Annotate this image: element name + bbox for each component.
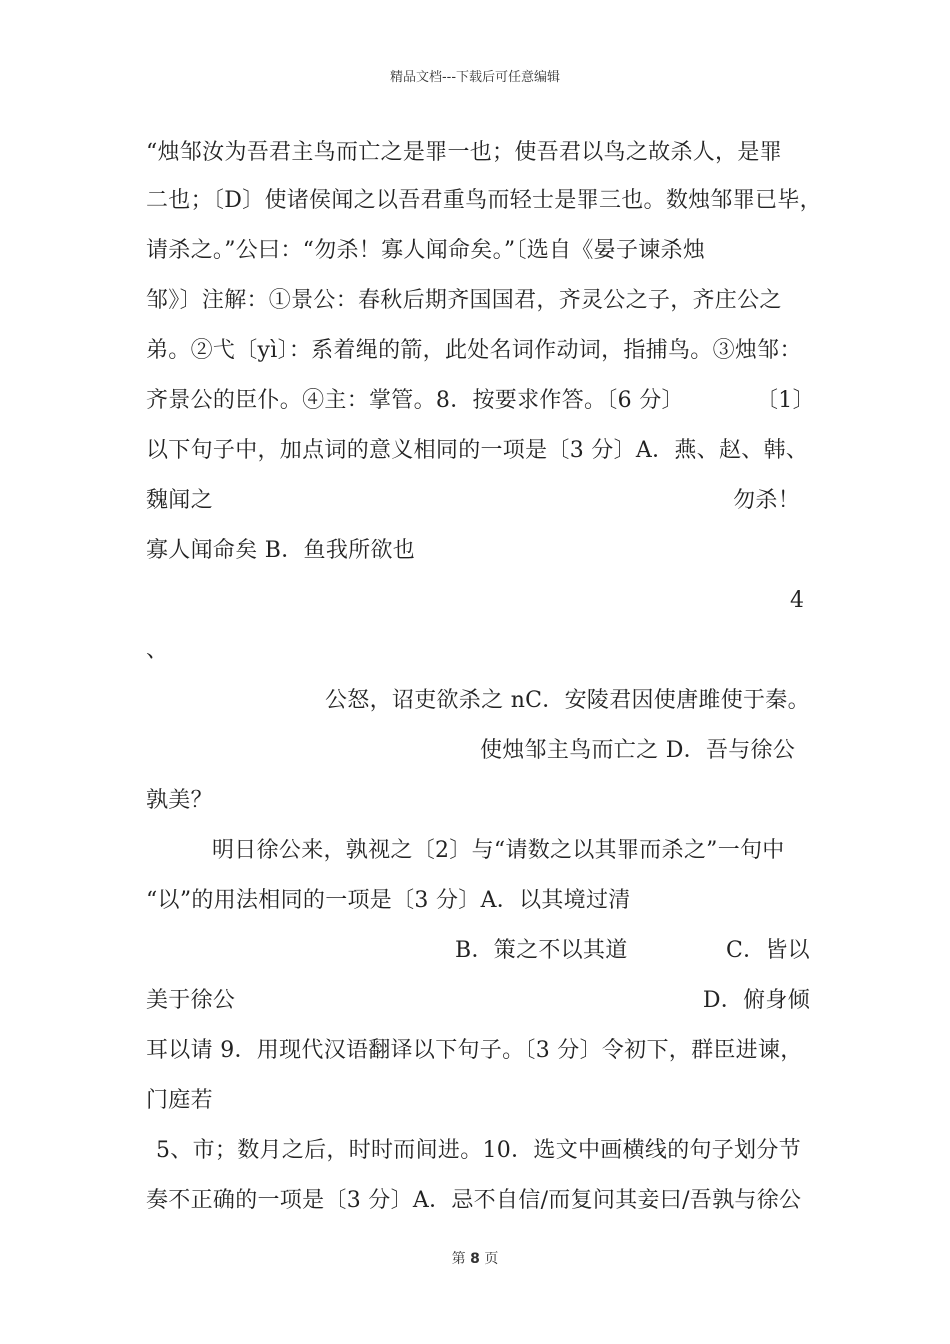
page-footer <box>0 1248 950 1268</box>
text-line: 美于徐公 <box>146 988 236 1013</box>
text-line: 4 <box>790 588 805 613</box>
text-line: 寡人闻命矣 B．鱼我所欲也 <box>146 538 416 563</box>
text-line: 〔1〕 <box>756 388 815 413</box>
page-header: 精品文档---下载后可任意编辑 <box>389 70 561 85</box>
text-line: 明日徐公来，孰视之〔2〕与“请数之以其罪而杀之”一句中 <box>212 838 785 863</box>
text-line: 、 <box>146 638 169 663</box>
text-line: 勿杀！ <box>733 488 800 513</box>
text-line: 5、市；数月之后，时时而间进。10．选文中画横线的句子划分节 <box>156 1138 801 1163</box>
text-line: 齐景公的臣仆。④主：掌管。8．按要求作答。〔6 分〕 <box>146 388 684 413</box>
page-number: 8 <box>470 1251 480 1267</box>
page-prefix: 第 <box>451 1251 466 1267</box>
text-line: 请杀之。”公曰：“勿杀！寡人闻命矣。”〔选自《晏子谏杀烛 <box>146 238 706 263</box>
text-line: 弟。②弋〔yì〕：系着绳的箭，此处名词作动词，指捕鸟。③烛邹： <box>146 338 802 363</box>
text-line: 以下句子中，加点词的意义相同的一项是〔3 分〕A．燕、赵、韩、 <box>146 438 809 463</box>
text-line: “烛邹汝为吾君主鸟而亡之是罪一也；使吾君以鸟之故杀人，是罪 <box>146 140 782 165</box>
text-line: B．策之不以其道 <box>455 938 628 963</box>
text-line: 二也；〔D〕使诸侯闻之以吾君重鸟而轻士是罪三也。数烛邹罪已毕， <box>146 188 822 213</box>
text-line: 门庭若 <box>146 1088 213 1113</box>
text-line: 使烛邹主鸟而亡之 D．吾与徐公 <box>480 738 796 763</box>
text-line: 奏不正确的一项是〔3 分〕A．忌不自信/而复问其妾曰/吾孰与徐公 <box>146 1188 802 1213</box>
text-line: 魏闻之 <box>146 488 213 513</box>
text-line: 孰美？ <box>146 788 213 813</box>
page-suffix: 页 <box>484 1251 499 1267</box>
text-line: D．俯身倾 <box>702 988 810 1013</box>
text-line: 邹》〕注解：①景公：春秋后期齐国国君，齐灵公之子，齐庄公之 <box>146 288 782 313</box>
text-line: 公怒，诏吏欲杀之 nC．安陵君因使唐雎使于秦。 <box>325 688 810 713</box>
text-line: 耳以请 9．用现代汉语翻译以下句子。〔3 分〕令初下，群臣进谏， <box>146 1038 803 1063</box>
text-line: C．皆以 <box>725 938 810 963</box>
text-line: “以”的用法相同的一项是〔3 分〕A．以其境过清 <box>146 888 631 913</box>
